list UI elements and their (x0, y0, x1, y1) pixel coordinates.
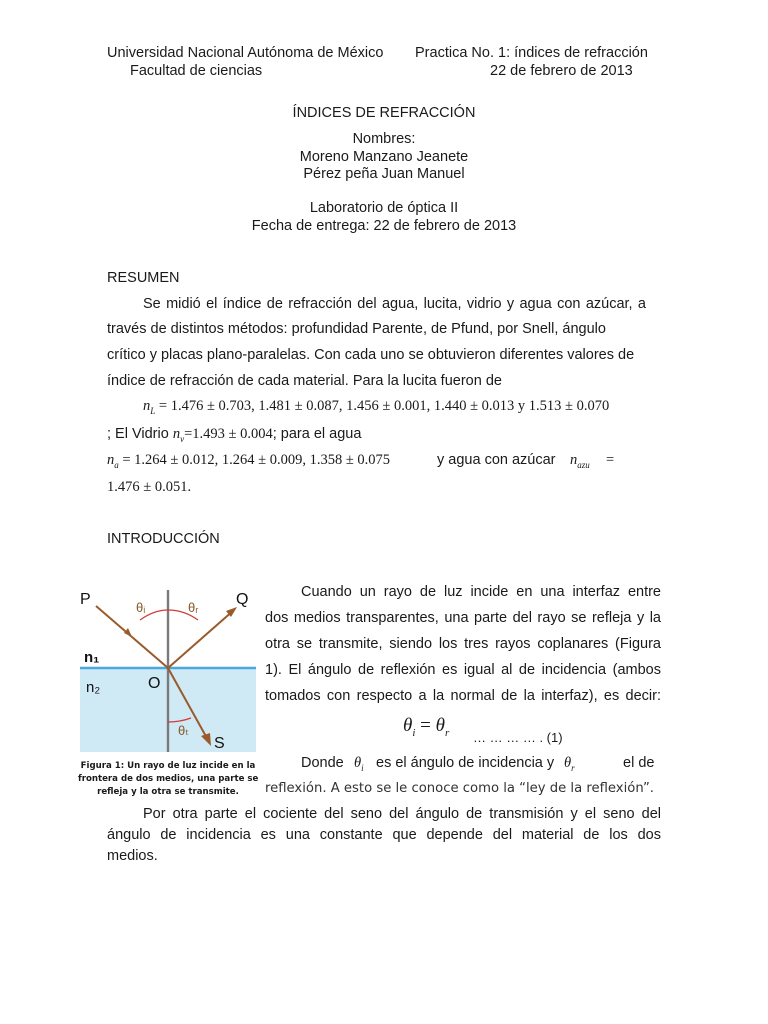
azucar-text: y agua con azúcar (437, 452, 556, 468)
label-theta-i: θᵢ (136, 600, 146, 615)
reflexion-line: reflexión. A esto se le conoce como la “ley de la reflexión”. (265, 781, 654, 796)
delivery-date: Fecha de entrega: 22 de febrero de 2013 (251, 218, 517, 234)
resumen-line-2: través de distintos métodos: profundidad Parente, de Pfund, por Snell, ángulo (107, 321, 606, 337)
header-faculty: Facultad de ciencias (130, 63, 263, 79)
resumen-line-4: índice de refracción de cada material. Para la lucita fueron de (107, 373, 502, 389)
intro-line-2: dos medios transparentes, una parte del rayo se refleja y la (265, 610, 661, 626)
equation-azucar-eq: = (606, 452, 615, 468)
course-name: Laboratorio de óptica II (309, 200, 459, 216)
intro-para-1: Por otra parte el cociente del seno del ángulo de transmisión y el seno del (143, 806, 661, 822)
label-Q: Q (236, 591, 249, 608)
resumen-line-3: crítico y placas plano-paralelas. Con cada uno se obtuvieron diferentes valores de (107, 347, 635, 363)
refraction-diagram (80, 584, 256, 754)
label-O: O (148, 675, 161, 692)
label-P: P (80, 591, 91, 608)
intro-line-5: tomados con respecto a la normal de la interfaz), es decir: (265, 688, 661, 704)
label-theta-r: θᵣ (188, 600, 199, 615)
incident-arrow (124, 628, 132, 637)
intro-para-3: medios. (107, 848, 158, 864)
label-S: S (214, 735, 225, 752)
vidrio-line: ; El Vidrio $n_v=1.493 \pm 0.004$; para el agua (107, 426, 362, 444)
author-2: Pérez peña Juan Manuel (303, 166, 465, 182)
donde-theta-r: $\theta_r$ (564, 755, 575, 773)
resumen-heading: RESUMEN (107, 270, 180, 286)
intro-line-4: 1). El ángulo de reflexión es igual al de incidencia (ambos (265, 662, 661, 678)
resumen-line-1: Se midió el índice de refracción del agua, lucita, vidrio y agua con azúcar, a (143, 296, 646, 312)
equation-reflection: $\theta_i = \theta_r$ (403, 715, 450, 739)
header-university: Universidad Nacional Autónoma de México (107, 45, 384, 61)
donde-middle: es el ángulo de incidencia y (376, 755, 555, 771)
author-1: Moreno Manzano Jeanete (299, 149, 469, 165)
header-date: 22 de febrero de 2013 (490, 63, 633, 79)
names-label: Nombres: (352, 131, 416, 147)
label-theta-t: θₜ (178, 723, 190, 738)
refraction-figure (80, 584, 256, 754)
donde-theta-i: $\theta_i$ (354, 755, 364, 773)
intro-line-1: Cuando un rayo de luz incide en una interfaz entre (301, 584, 661, 600)
equation-lucita: $n_L = 1.476 \pm 0.703$, 1.481 ± 0.087, 1.456 ± 0.001, 1.440 ± 0.013 y 1.513 ± 0.070 (143, 398, 610, 416)
intro-para-2: ángulo de incidencia es una constante que depende del material de los dos (107, 827, 661, 843)
label-n1: n₁ (84, 649, 100, 666)
equation-azucar: $n_{azu}$ (570, 452, 590, 470)
figure-caption: Figura 1: Un rayo de luz incide en la frontera de dos medios, una parte se refleja y la otra se transmite. (78, 761, 259, 797)
equation-agua: $n_a = 1.264 \pm 0.012$, 1.264 ± 0.009, 1.358 ± 0.075 (107, 452, 391, 470)
intro-line-3: otra se transmite, siendo los tres rayos coplanares (Figura (265, 636, 661, 652)
label-n2: n₂ (86, 679, 101, 696)
equation-number: … … … … . (1) (473, 730, 563, 745)
header-practice: Practica No. 1: índices de refracción (415, 45, 648, 61)
intro-heading: INTRODUCCIÓN (107, 531, 220, 547)
reflected-ray (168, 610, 234, 668)
page-title: ÍNDICES DE REFRACCIÓN (292, 105, 476, 121)
donde-end: el de (623, 755, 655, 771)
donde-start: Donde (301, 755, 344, 771)
azucar-value: 1.476 ± 0.051. (107, 479, 192, 495)
